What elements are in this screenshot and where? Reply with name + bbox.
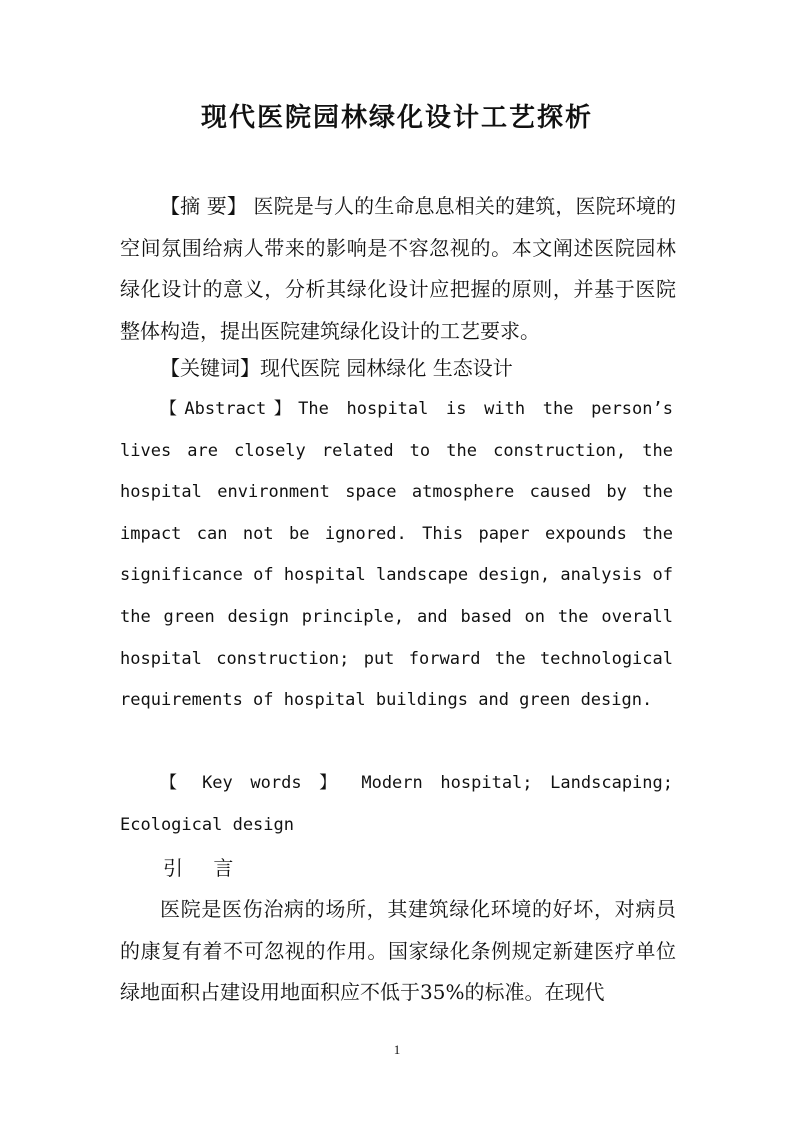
page-number: 1 xyxy=(393,1042,401,1057)
keywords-cn-text: 现代医院 园林绿化 生态设计 xyxy=(260,356,513,380)
keywords-en-label: 【 Key words 】 xyxy=(160,773,344,793)
abstract-en xyxy=(120,389,673,722)
abstract-cn-text: 医院是与人的生命息息相关的建筑，医院环境的空间氛围给病人带来的影响是不容忽视的。本文阐述医院园林绿化设计的意义，分析其绿化设计应把握的原则，并基于医院整体构造，提出医院建筑绿化设计的工艺要求。 xyxy=(120,194,677,343)
intro-text: 医院是医伤治病的场所，其建筑绿化环境的好坏，对病员的康复有着不可忽视的作用。国家绿化条例规定新建医疗单位绿地面积占建设用地面积应不低于35%的标准。在现代 xyxy=(120,897,676,1004)
keywords-en xyxy=(120,763,673,846)
page-title: 现代医院园林绿化设计工艺探析 xyxy=(200,103,593,133)
abstract-en-text: The hospital is with the person’s lives are closely related to the construction, the hospital environment space atmosphere caused by the impact can not be ignored. This paper expounds the significance of hospital landscape design, analysis of the green design principle, and based on the overall hospital construction; put forward the technological requirements of hospital buildings and green design. xyxy=(120,399,673,711)
keywords-en-text: Modern hospital; Landscaping; Ecological design xyxy=(120,773,673,835)
intro-paragraph xyxy=(120,889,676,1014)
keywords-cn xyxy=(120,348,676,390)
abstract-en-label: 【Abstract】 xyxy=(160,399,299,419)
abstract-cn-label: 【摘 要】 xyxy=(160,194,247,218)
intro-heading: 引 言 xyxy=(163,856,246,880)
abstract-cn xyxy=(120,186,676,352)
keywords-cn-label: 【关键词】 xyxy=(160,356,260,380)
